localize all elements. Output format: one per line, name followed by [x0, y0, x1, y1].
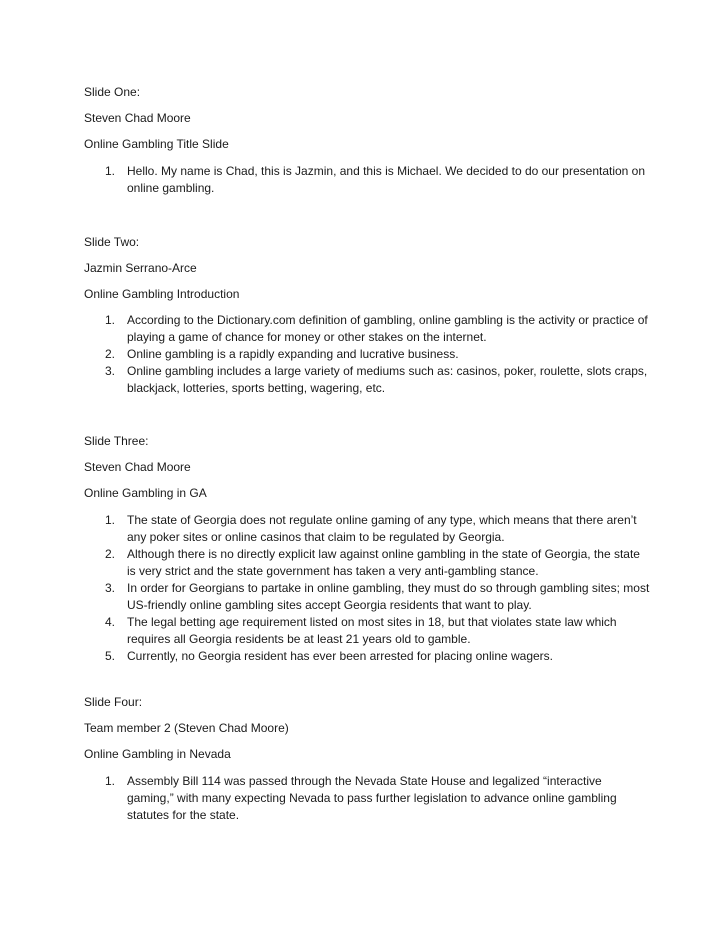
slide-four-title: Online Gambling in Nevada	[84, 747, 231, 761]
list-item: 3. In order for Georgians to partake in online gambling, they must do so through gambling sites; most US-friendly online gambling sites accept Georgia residents that want to play.	[105, 581, 650, 612]
slide-three-heading: Slide Three:	[84, 434, 149, 448]
slide-three-presenter: Steven Chad Moore	[84, 460, 191, 474]
list-item: 1. Assembly Bill 114 was passed through the Nevada State House and legalized “interactive gaming,” with many expecting Nevada to pass further legislation to advance online gambling statutes for the state.	[105, 774, 617, 822]
slide-two-heading: Slide Two:	[84, 235, 140, 249]
list-item: 1. According to the Dictionary.com definition of gambling, online gambling is the activity or practice of playing a game of chance for money or other stakes on the internet.	[105, 313, 648, 344]
slide-four-list	[0, 773, 720, 824]
list-item: 5. Currently, no Georgia resident has ever been arrested for placing online wagers.	[105, 649, 554, 663]
slide-one-list	[0, 163, 720, 197]
list-item: 3. Online gambling includes a large variety of mediums such as: casinos, poker, roulette, slots craps, blackjack, lotteries, sports betting, wagering, etc.	[105, 364, 648, 395]
slide-two-title: Online Gambling Introduction	[84, 287, 240, 301]
slide-three-title: Online Gambling in GA	[84, 486, 207, 500]
slide-two-presenter: Jazmin Serrano-Arce	[84, 261, 197, 275]
slide-one-heading: Slide One:	[84, 85, 141, 99]
slide-one-presenter: Steven Chad Moore	[84, 111, 191, 125]
slide-two-list	[0, 312, 720, 397]
list-item: 4. The legal betting age requirement listed on most sites in 18, but that violates state law which requires all Georgia residents be at least 21 years old to gamble.	[105, 615, 617, 646]
slide-one-title: Online Gambling Title Slide	[84, 137, 229, 151]
list-item: 2. Although there is no directly explicit law against online gambling in the state of Georgia, the state is very strict and the state government has taken a very anti-gambling stance.	[105, 547, 640, 578]
slide-three-list	[0, 512, 720, 665]
slide-four-presenter: Team member 2 (Steven Chad Moore)	[84, 721, 289, 735]
list-item: 1. Hello. My name is Chad, this is Jazmin, and this is Michael. We decided to do our presentation on online gambling.	[105, 164, 646, 195]
list-item: 2. Online gambling is a rapidly expanding and lucrative business.	[105, 347, 459, 361]
list-item: 1. The state of Georgia does not regulate online gaming of any type, which means that there aren’t any poker sites or online casinos that claim to be regulated by Georgia.	[105, 513, 637, 544]
slide-four-heading: Slide Four:	[84, 695, 143, 709]
